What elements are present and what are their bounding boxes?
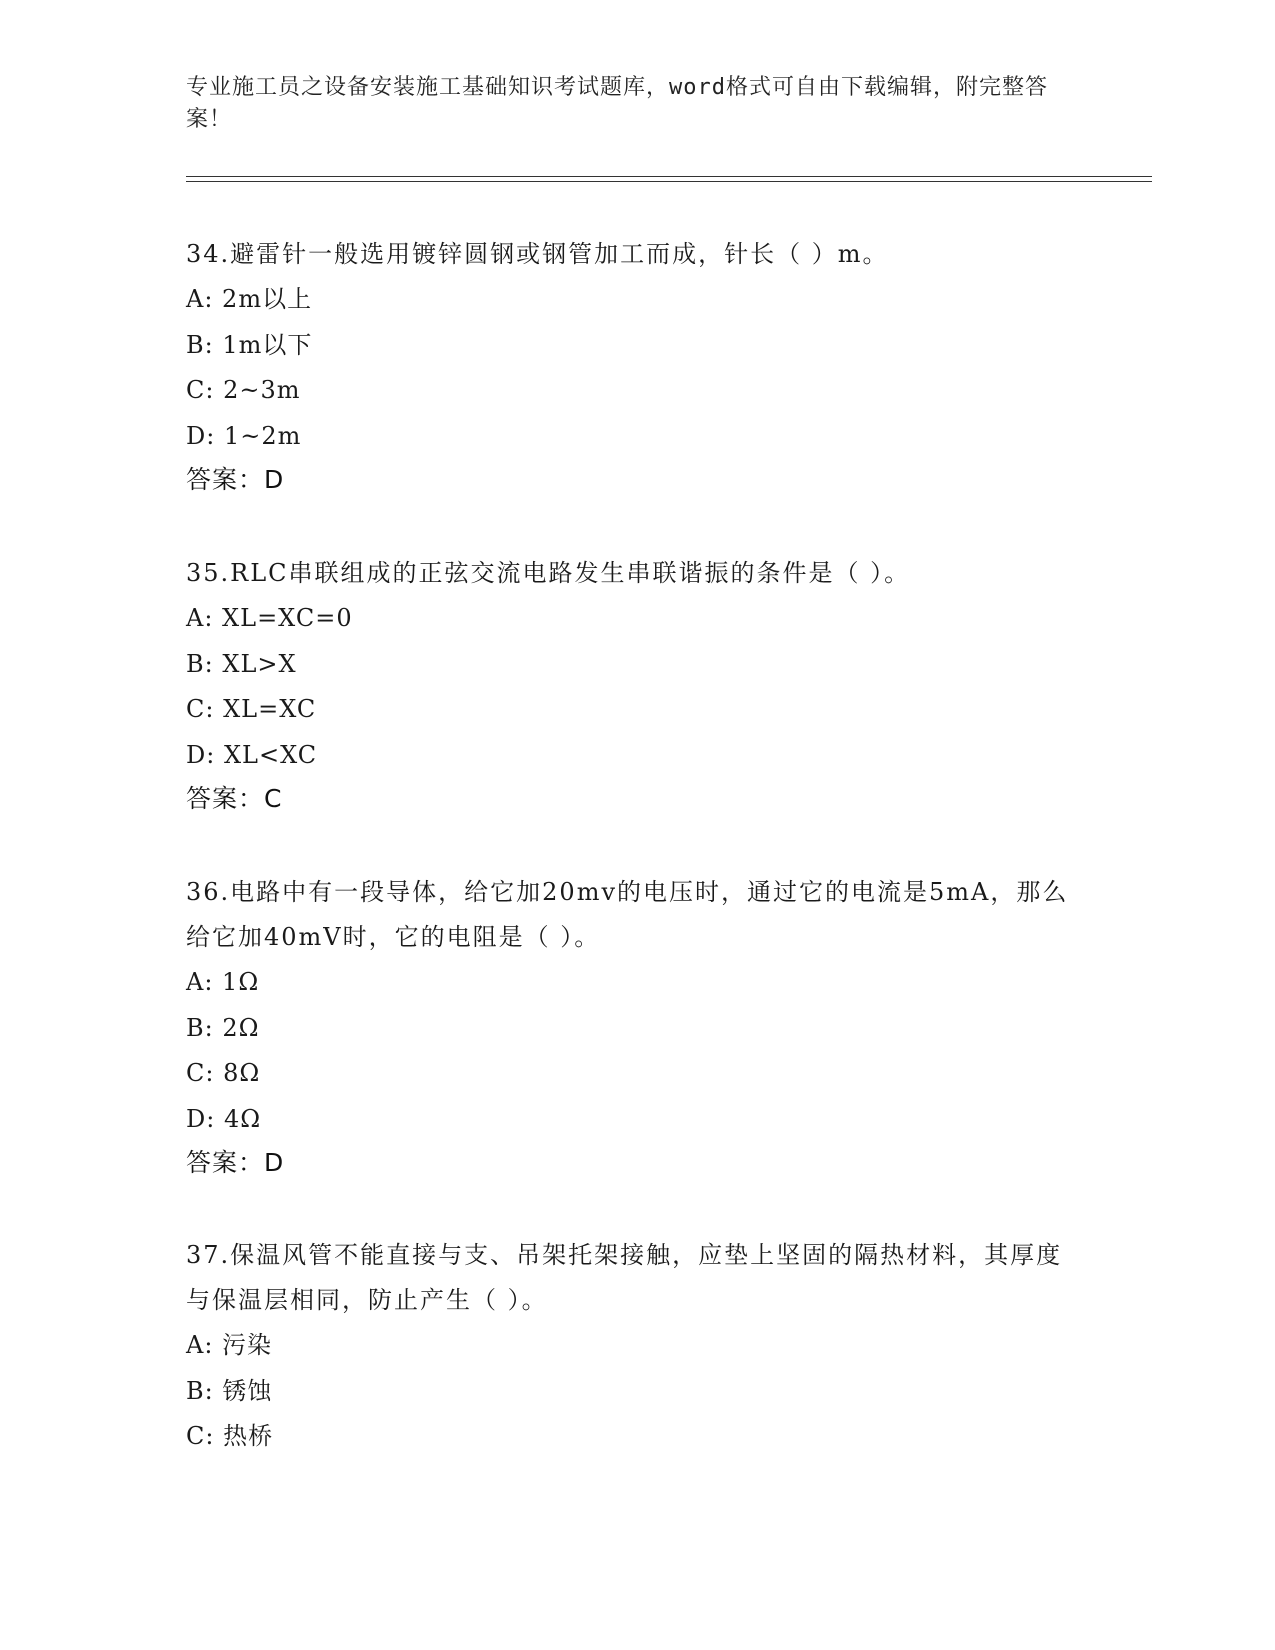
question-stem: 34.避雷针一般选用镀锌圆钢或钢管加工而成，针长（ ）m。 bbox=[186, 240, 889, 268]
question-stem: 37.保温风管不能直接与支、吊架托架接触，应垫上坚固的隔热材料，其厚度与保温层相同，防止产生（ ）。 bbox=[186, 1241, 1063, 1314]
option-b: B: XL>X bbox=[186, 649, 297, 678]
answer: 答案：C bbox=[186, 784, 283, 813]
option-c: C: 2~3m bbox=[186, 376, 301, 404]
answer: 答案：D bbox=[186, 1148, 285, 1177]
option-b: B: 锈蚀 bbox=[186, 1376, 273, 1405]
option-d: D: 1~2m bbox=[186, 421, 302, 450]
option-d: D: XL<XC bbox=[186, 740, 318, 769]
option-a: A: 污染 bbox=[186, 1331, 273, 1359]
question-34 bbox=[186, 232, 1086, 501]
answer: 答案：D bbox=[186, 465, 285, 494]
question-36 bbox=[186, 870, 1086, 1184]
question-stem: 35.RLC串联组成的正弦交流电路发生串联谐振的条件是（ ）。 bbox=[186, 559, 911, 587]
option-c: C: 8Ω bbox=[186, 1059, 261, 1087]
header-divider-top bbox=[186, 176, 1152, 177]
option-a: A: 1Ω bbox=[186, 968, 260, 996]
option-a: A: 2m以上 bbox=[186, 285, 313, 313]
header-divider-bottom bbox=[186, 181, 1152, 182]
option-b: B: 2Ω bbox=[186, 1013, 260, 1042]
option-c: C: 热桥 bbox=[186, 1422, 274, 1450]
document-title: 专业施工员之设备安装施工基础知识考试题库，word格式可自由下载编辑，附完整答案！ bbox=[186, 75, 1048, 132]
option-a: A: XL=XC=0 bbox=[186, 604, 353, 632]
question-35 bbox=[186, 551, 1086, 820]
option-b: B: 1m以下 bbox=[186, 330, 313, 359]
question-stem: 36.电路中有一段导体，给它加20mv的电压时，通过它的电流是5mA，那么给它加40mV时，它的电阻是（ ）。 bbox=[186, 878, 1069, 951]
option-d: D: 4Ω bbox=[186, 1104, 262, 1133]
option-c: C: XL=XC bbox=[186, 695, 317, 723]
question-37 bbox=[186, 1233, 1086, 1460]
